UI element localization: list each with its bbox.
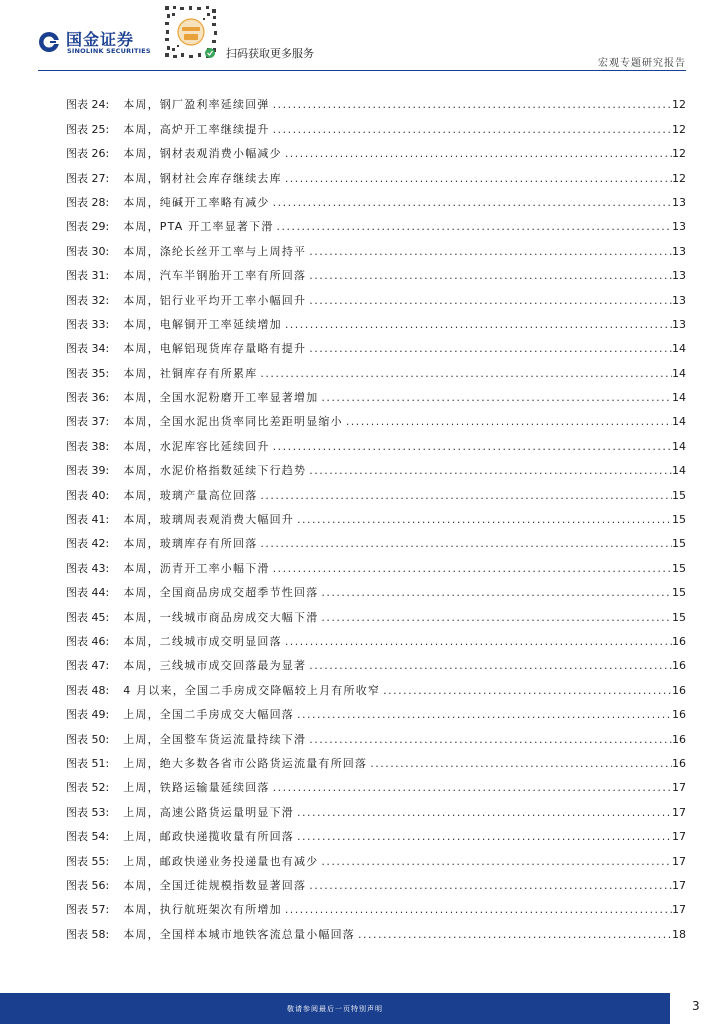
dot-leader (282, 318, 672, 332)
figure-number: 图表 38: (66, 439, 110, 453)
figure-title: 本周，一线城市商品房成交大幅下滑 (123, 610, 319, 624)
figure-page-number: 14 (672, 342, 686, 356)
dot-leader (270, 440, 672, 454)
figure-number: 图表 55: (66, 854, 110, 868)
figure-title: 本周，二线城市成交明显回落 (123, 634, 282, 648)
figure-page-number: 17 (672, 830, 686, 844)
figure-page-number: 17 (672, 781, 686, 795)
figure-number: 图表 36: (66, 391, 110, 405)
figure-page-number: 15 (672, 513, 686, 527)
toc-entry[interactable] (66, 112, 686, 136)
figure-title: 本周，玻璃库存有所回落 (123, 537, 258, 551)
figure-page-number: 15 (672, 586, 686, 600)
dot-leader (343, 415, 672, 429)
toc-entry[interactable] (66, 429, 686, 453)
dot-leader (257, 537, 672, 551)
dot-leader (306, 245, 672, 259)
figure-title: 本周，全国样本城市地铁客流总量小幅回落 (123, 927, 356, 941)
toc-entry[interactable] (66, 503, 686, 527)
figure-title: 上周，绝大多数各省市公路货运流量有所回落 (123, 756, 368, 770)
dot-leader (270, 98, 672, 112)
toc-entry[interactable] (66, 795, 686, 819)
figure-page-number: 17 (672, 805, 686, 819)
page-number: 3 (692, 999, 700, 1013)
figure-title: 上周，全国整车货运流量持续下滑 (123, 732, 307, 746)
figure-number: 图表 54: (66, 830, 110, 844)
figure-number: 图表 43: (66, 561, 110, 575)
dot-leader (274, 220, 672, 234)
figure-page-number: 18 (672, 927, 686, 941)
figure-page-number: 14 (672, 391, 686, 405)
qr-code-icon[interactable] (163, 4, 219, 60)
dot-leader (367, 757, 672, 771)
figure-number: 图表 35: (66, 366, 110, 380)
toc-entry[interactable] (66, 186, 686, 210)
figure-title: 上周，高速公路货运量明显下滑 (123, 805, 295, 819)
toc-entry[interactable] (66, 844, 686, 868)
figure-number: 图表 50: (66, 732, 110, 746)
brand-name-cn: 国金证券 (66, 30, 135, 49)
toc-entry[interactable] (66, 625, 686, 649)
figure-number: 图表 24: (66, 98, 110, 112)
dot-leader (270, 562, 672, 576)
dot-leader (282, 172, 672, 186)
figure-number: 图表 45: (66, 610, 110, 624)
figure-title: 本周，纯碱开工率略有减少 (123, 195, 270, 209)
figure-page-number: 16 (672, 634, 686, 648)
figure-page-number: 12 (672, 147, 686, 161)
figure-page-number: 14 (672, 439, 686, 453)
figure-number: 图表 28: (66, 195, 110, 209)
page-header (0, 0, 724, 72)
toc-entry[interactable] (66, 356, 686, 380)
figure-number: 图表 27: (66, 171, 110, 185)
figure-page-number: 17 (672, 903, 686, 917)
figure-title: 本周，全国水泥粉磨开工率显著增加 (123, 391, 319, 405)
figure-page-number: 15 (672, 537, 686, 551)
dot-leader (318, 586, 672, 600)
figure-page-number: 13 (672, 220, 686, 234)
figure-number: 图表 58: (66, 927, 110, 941)
dot-leader (380, 684, 672, 698)
figure-page-number: 15 (672, 610, 686, 624)
toc-entry[interactable] (66, 210, 686, 234)
toc-entry[interactable] (66, 576, 686, 600)
figure-title: 本周，涤纶长丝开工率与上周持平 (123, 244, 307, 258)
figure-title: 上周，邮政快递业务投递量也有减少 (123, 854, 319, 868)
figure-title: 本周，全国商品房成交超季节性回落 (123, 586, 319, 600)
dot-leader (306, 294, 672, 308)
toc-entry[interactable] (66, 332, 686, 356)
figure-title: 本周，水泥库容比延续回升 (123, 439, 270, 453)
figure-page-number: 12 (672, 98, 686, 112)
toc-entry[interactable] (66, 454, 686, 478)
figure-page-number: 16 (672, 659, 686, 673)
dot-leader (318, 611, 672, 625)
figure-page-number: 13 (672, 269, 686, 283)
figure-number: 图表 57: (66, 903, 110, 917)
figure-title: 本周，铝行业平均开工率小幅回升 (123, 293, 307, 307)
figure-title: 本周，社铜库存有所累库 (123, 366, 258, 380)
dot-leader (282, 147, 672, 161)
report-type-label: 宏观专题研究报告 (598, 58, 686, 69)
figure-page-number: 14 (672, 464, 686, 478)
figure-number: 图表 33: (66, 317, 110, 331)
figure-title: 本周，玻璃周表观消费大幅回升 (123, 513, 295, 527)
figure-title: 本周，钢厂盈利率延续回弹 (123, 98, 270, 112)
dot-leader (306, 659, 672, 673)
dot-leader (318, 391, 672, 405)
dot-leader (294, 806, 672, 820)
sinolink-logo-icon (38, 31, 60, 53)
toc-entry[interactable] (66, 893, 686, 917)
toc-entry[interactable] (66, 747, 686, 771)
figure-title: 本周，高炉开工率继续提升 (123, 122, 270, 136)
figure-number: 图表 47: (66, 659, 110, 673)
dot-leader (257, 367, 672, 381)
figure-page-number: 12 (672, 171, 686, 185)
figure-number: 图表 25: (66, 122, 110, 136)
dot-leader (294, 830, 672, 844)
dot-leader (282, 903, 672, 917)
figure-number: 图表 51: (66, 756, 110, 770)
dot-leader (306, 733, 672, 747)
figure-title: 本周，电解铜开工率延续增加 (123, 317, 282, 331)
toc-entry[interactable] (66, 137, 686, 161)
figure-title: 本周，沥青开工率小幅下滑 (123, 561, 270, 575)
figure-page-number: 13 (672, 244, 686, 258)
toc-entry[interactable] (66, 869, 686, 893)
figure-title: 本周，电解铝现货库存量略有提升 (123, 342, 307, 356)
figure-title: 4 月以来，全国二手房成交降幅较上月有所收窄 (123, 683, 381, 697)
toc-entry[interactable] (66, 527, 686, 551)
figure-title: 本周，全国水泥出货率同比差距明显缩小 (123, 415, 343, 429)
figure-number: 图表 29: (66, 220, 110, 234)
figure-page-number: 17 (672, 854, 686, 868)
toc-entry[interactable] (66, 917, 686, 941)
figure-page-number: 13 (672, 317, 686, 331)
toc-entry[interactable] (66, 600, 686, 624)
toc-entry[interactable] (66, 283, 686, 307)
dot-leader (270, 196, 672, 210)
toc-entry[interactable] (66, 259, 686, 283)
figure-number: 图表 30: (66, 244, 110, 258)
toc-entry[interactable] (66, 478, 686, 502)
toc-entry[interactable] (66, 308, 686, 332)
toc-entry[interactable] (66, 381, 686, 405)
dot-leader (355, 928, 672, 942)
figure-title: 本周，钢材表观消费小幅减少 (123, 147, 282, 161)
dot-leader (294, 708, 672, 722)
dot-leader (306, 342, 672, 356)
figure-page-number: 16 (672, 732, 686, 746)
toc-entry[interactable] (66, 649, 686, 673)
figure-title: 本周，执行航班架次有所增加 (123, 903, 282, 917)
figure-number: 图表 44: (66, 586, 110, 600)
dot-leader (282, 635, 672, 649)
toc-entry[interactable] (66, 722, 686, 746)
figure-page-number: 14 (672, 366, 686, 380)
figure-number: 图表 53: (66, 805, 110, 819)
figure-page-number: 15 (672, 561, 686, 575)
figure-page-number: 17 (672, 878, 686, 892)
figure-number: 图表 39: (66, 464, 110, 478)
header-divider (38, 70, 686, 71)
dot-leader (270, 123, 672, 137)
dot-leader (306, 464, 672, 478)
figure-number: 图表 31: (66, 269, 110, 283)
toc-entry[interactable] (66, 551, 686, 575)
figure-number: 图表 56: (66, 878, 110, 892)
toc-entry[interactable] (66, 698, 686, 722)
toc-entry[interactable] (66, 771, 686, 795)
figure-page-number: 16 (672, 756, 686, 770)
footer-disclaimer: 敬请参阅最后一页特别声明 (287, 1005, 383, 1013)
figure-number: 图表 26: (66, 147, 110, 161)
figure-number: 图表 48: (66, 683, 110, 697)
dot-leader (294, 513, 672, 527)
figure-title: 本周，全国迁徙规模指数显著回落 (123, 878, 307, 892)
figure-title: 上周，邮政快递揽收量有所回落 (123, 830, 295, 844)
toc-entry[interactable] (66, 673, 686, 697)
toc-entry[interactable] (66, 405, 686, 429)
figure-page-number: 13 (672, 293, 686, 307)
figure-page-number: 12 (672, 122, 686, 136)
figure-title: 上周，全国二手房成交大幅回落 (123, 708, 295, 722)
toc-entry[interactable] (66, 234, 686, 258)
figure-title: 本周，水泥价格指数延续下行趋势 (123, 464, 307, 478)
dot-leader (306, 269, 672, 283)
figure-number: 图表 42: (66, 537, 110, 551)
toc-entry[interactable] (66, 161, 686, 185)
figure-number: 图表 37: (66, 415, 110, 429)
toc-entry[interactable] (66, 88, 686, 112)
figure-number: 图表 34: (66, 342, 110, 356)
figure-page-number: 15 (672, 488, 686, 502)
figure-page-number: 16 (672, 683, 686, 697)
figure-number: 图表 32: (66, 293, 110, 307)
figure-title: 本周，玻璃产量高位回落 (123, 488, 258, 502)
figure-page-number: 16 (672, 708, 686, 722)
figure-number: 图表 41: (66, 513, 110, 527)
qr-caption: 扫码获取更多服务 (226, 47, 314, 60)
figure-number: 图表 46: (66, 634, 110, 648)
figure-number: 图表 52: (66, 781, 110, 795)
brand-name-en: SINOLINK SECURITIES (67, 47, 151, 55)
figure-number: 图表 40: (66, 488, 110, 502)
toc-entry[interactable] (66, 820, 686, 844)
figure-title: 本周，汽车半钢胎开工率有所回落 (123, 269, 307, 283)
dot-leader (270, 781, 672, 795)
table-of-figures (66, 88, 686, 942)
figure-title: 上周，铁路运输量延续回落 (123, 781, 270, 795)
dot-leader (257, 489, 672, 503)
dot-leader (306, 879, 672, 893)
figure-title: 本周，PTA 开工率显著下滑 (123, 220, 274, 234)
figure-page-number: 14 (672, 415, 686, 429)
figure-number: 图表 49: (66, 708, 110, 722)
figure-title: 本周，钢材社会库存继续去库 (123, 171, 282, 185)
dot-leader (318, 855, 672, 869)
figure-title: 本周，三线城市成交回落最为显著 (123, 659, 307, 673)
figure-page-number: 13 (672, 195, 686, 209)
